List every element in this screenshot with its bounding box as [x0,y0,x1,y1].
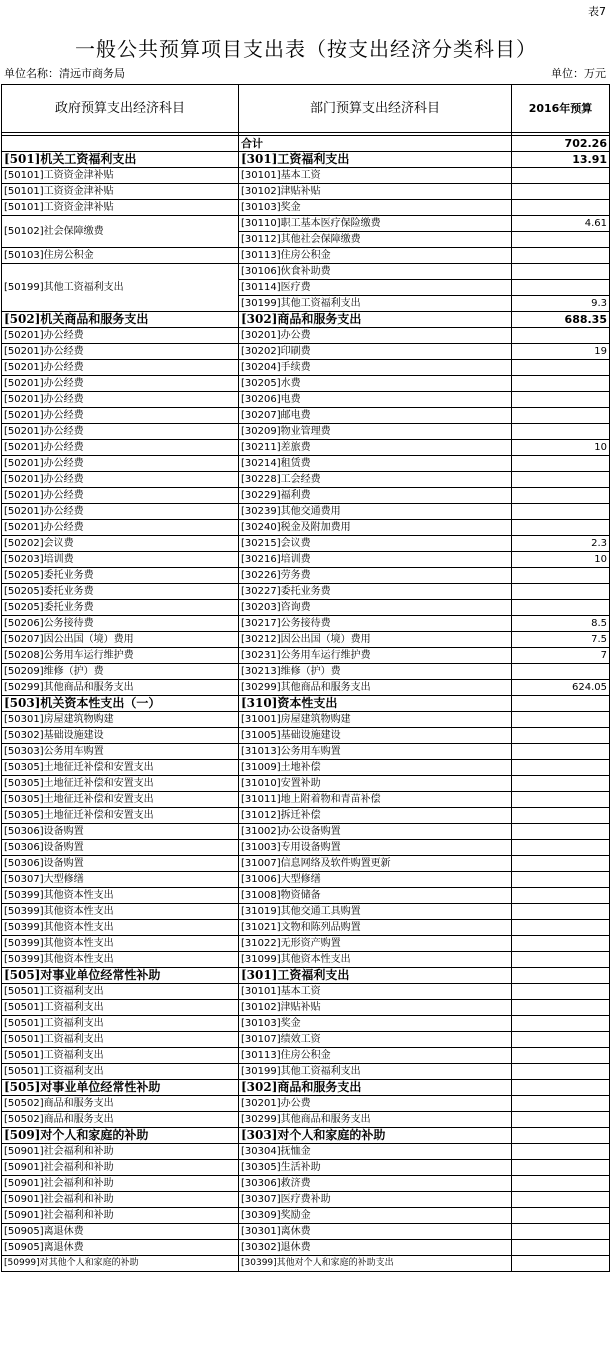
budget-value-cell [512,184,610,200]
budget-value-cell [512,1000,610,1016]
table-row [2,808,610,824]
budget-value-cell [512,488,610,504]
table-row [2,888,610,904]
dept-category-cell: [30107]绩效工资 [239,1032,512,1048]
gov-category-cell: [50208]公务用车运行维护费 [2,648,239,664]
dept-category-cell: [30299]其他商品和服务支出 [239,1112,512,1128]
dept-category-cell: [30307]医疗费补助 [239,1192,512,1208]
budget-value-cell [512,456,610,472]
dept-category-cell: [30204]手续费 [239,360,512,376]
category-row [2,1080,610,1096]
dept-category-cell: [30214]租赁费 [239,456,512,472]
gov-category-cell: [50201]办公经费 [2,456,239,472]
gov-category-cell: [50205]委托业务费 [2,568,239,584]
dept-category-cell: [30112]其他社会保障缴费 [239,232,512,248]
table-row [2,904,610,920]
table-row [2,1208,610,1224]
gov-category-cell: [50399]其他资本性支出 [2,936,239,952]
budget-value-cell [512,424,610,440]
dept-category-cell: [30301]离休费 [239,1224,512,1240]
budget-value-cell [512,1208,610,1224]
dept-category-cell: [31019]其他交通工具购置 [239,904,512,920]
table-row [2,1016,610,1032]
budget-value-cell: 10 [512,552,610,568]
gov-category-cell: [505]对事业单位经常性补助 [2,1080,239,1096]
budget-value-cell: 13.91 [512,152,610,168]
table-row [2,984,610,1000]
dept-category-cell: [30226]劳务费 [239,568,512,584]
table-row [2,408,610,424]
category-row [2,152,610,168]
gov-category-cell: [50901]社会福利和补助 [2,1208,239,1224]
dept-category-cell: [30239]其他交通费用 [239,504,512,520]
budget-table [1,84,610,1272]
dept-category-cell: [31099]其他资本性支出 [239,952,512,968]
gov-category-cell: [50209]维修（护）费 [2,664,239,680]
table-row [2,360,610,376]
table-row [2,1096,610,1112]
dept-category-cell: [30205]水费 [239,376,512,392]
unit-label: 单位：万元 [551,67,606,80]
budget-value-cell [512,792,610,808]
category-row [2,696,610,712]
gov-category-cell: [50299]其他商品和服务支出 [2,680,239,696]
budget-value-cell [512,920,610,936]
table-row [2,728,610,744]
dept-category-cell: [30207]邮电费 [239,408,512,424]
gov-category-cell: [50201]办公经费 [2,328,239,344]
gov-category-cell: [50399]其他资本性支出 [2,952,239,968]
budget-value-cell: 624.05 [512,680,610,696]
gov-category-cell: [50305]土地征迁补偿和安置支出 [2,808,239,824]
dept-category-cell: [30212]因公出国（境）费用 [239,632,512,648]
gov-category-cell: [50201]办公经费 [2,440,239,456]
budget-value-cell [512,904,610,920]
budget-value-cell [512,1192,610,1208]
dept-category-cell: [301]工资福利支出 [239,968,512,984]
table-row [2,376,610,392]
dept-category-cell: [30206]电费 [239,392,512,408]
total-label: 合计 [239,136,512,152]
table-row [2,200,610,216]
gov-category-cell: [50399]其他资本性支出 [2,920,239,936]
table-header-row [2,85,610,133]
budget-value-cell: 7.5 [512,632,610,648]
table-row [2,760,610,776]
dept-category-cell: [30211]差旅费 [239,440,512,456]
dept-category-cell: [30113]住房公积金 [239,248,512,264]
total-blank-cell [2,136,239,152]
dept-category-cell: [31005]基础设施建设 [239,728,512,744]
gov-category-cell: [50102]社会保障缴费 [2,216,239,248]
table-number-label: 表7 [588,5,606,18]
dept-category-cell: [30106]伙食补助费 [239,264,512,280]
gov-category-cell: [50301]房屋建筑物购建 [2,712,239,728]
dept-category-cell: [31022]无形资产购置 [239,936,512,952]
dept-category-cell: [30101]基本工资 [239,168,512,184]
budget-value-cell [512,1240,610,1256]
budget-value-cell [512,280,610,296]
gov-category-cell: [50303]公务用车购置 [2,744,239,760]
table-row [2,424,610,440]
gov-category-cell: [50206]公务接待费 [2,616,239,632]
budget-value-cell: 688.35 [512,312,610,328]
dept-category-cell: [30304]抚恤金 [239,1144,512,1160]
table-row [2,712,610,728]
budget-value-cell [512,856,610,872]
table-row [2,344,610,360]
dept-category-cell: [30202]印刷费 [239,344,512,360]
table-row [2,216,610,232]
budget-table-body [2,85,610,1272]
table-row [2,680,610,696]
budget-value-cell [512,1128,610,1144]
gov-category-cell: [50502]商品和服务支出 [2,1112,239,1128]
budget-value-cell [512,1112,610,1128]
dept-category-cell: [30240]税金及附加费用 [239,520,512,536]
table-row [2,824,610,840]
budget-value-cell [512,328,610,344]
budget-value-cell [512,712,610,728]
budget-value-cell [512,1176,610,1192]
table-row [2,952,610,968]
table-row [2,600,610,616]
budget-value-cell [512,664,610,680]
gov-category-cell: [50201]办公经费 [2,488,239,504]
budget-value-cell [512,808,610,824]
gov-category-cell: [50202]会议费 [2,536,239,552]
table-row [2,1256,610,1272]
gov-category-cell: [50199]其他工资福利支出 [2,264,239,312]
budget-value-cell: 8.5 [512,616,610,632]
gov-category-cell: [50201]办公经费 [2,344,239,360]
budget-value-cell [512,840,610,856]
table-row [2,440,610,456]
dept-category-cell: [30101]基本工资 [239,984,512,1000]
dept-category-cell: [30113]住房公积金 [239,1048,512,1064]
budget-value-cell [512,1256,610,1272]
gov-category-cell: [50999]对其他个人和家庭的补助 [2,1256,239,1272]
header-gov-category: 政府预算支出经济科目 [2,85,239,133]
gov-category-cell: [50101]工资资金津补贴 [2,184,239,200]
gov-category-cell: [50305]土地征迁补偿和安置支出 [2,776,239,792]
budget-value-cell [512,200,610,216]
budget-value-cell [512,1080,610,1096]
gov-category-cell: [50201]办公经费 [2,360,239,376]
budget-value-cell [512,520,610,536]
dept-category-cell: [31003]专用设备购置 [239,840,512,856]
budget-value-cell [512,1224,610,1240]
table-row [2,792,610,808]
budget-value-cell [512,888,610,904]
table-row [2,1000,610,1016]
gov-category-cell: [50201]办公经费 [2,376,239,392]
budget-value-cell: 7 [512,648,610,664]
budget-value-cell: 19 [512,344,610,360]
table-row [2,184,610,200]
table-row [2,664,610,680]
budget-value-cell [512,728,610,744]
dept-category-cell: [30103]奖金 [239,200,512,216]
dept-category-cell: [30302]退休费 [239,1240,512,1256]
budget-value-cell [512,360,610,376]
dept-category-cell: [30103]奖金 [239,1016,512,1032]
gov-category-cell: [50307]大型修缮 [2,872,239,888]
table-row [2,776,610,792]
dept-category-cell: [30227]委托业务费 [239,584,512,600]
budget-value-cell [512,472,610,488]
dept-category-cell: [31011]地上附着物和青苗补偿 [239,792,512,808]
dept-category-cell: [30306]救济费 [239,1176,512,1192]
table-row [2,648,610,664]
budget-value-cell [512,984,610,1000]
gov-category-cell: [50203]培训费 [2,552,239,568]
table-row [2,504,610,520]
table-row [2,488,610,504]
gov-category-cell: [50205]委托业务费 [2,600,239,616]
budget-value-cell [512,568,610,584]
budget-value-cell [512,952,610,968]
budget-value-cell [512,1144,610,1160]
gov-category-cell: [50201]办公经费 [2,392,239,408]
dept-category-cell: [31021]文物和陈列品购置 [239,920,512,936]
budget-value-cell [512,504,610,520]
budget-value-cell [512,1032,610,1048]
table-row [2,840,610,856]
table-row [2,584,610,600]
budget-value-cell: 2.3 [512,536,610,552]
table-row [2,264,610,280]
budget-value-cell: 4.61 [512,216,610,232]
gov-category-cell: [50501]工资福利支出 [2,1048,239,1064]
gov-category-cell: [50502]商品和服务支出 [2,1096,239,1112]
table-row [2,168,610,184]
gov-category-cell: [50905]离退休费 [2,1240,239,1256]
budget-value-cell [512,760,610,776]
gov-category-cell: [503]机关资本性支出（一） [2,696,239,712]
gov-category-cell: [50901]社会福利和补助 [2,1176,239,1192]
gov-category-cell: [50901]社会福利和补助 [2,1192,239,1208]
budget-value-cell [512,1048,610,1064]
budget-value-cell: 10 [512,440,610,456]
dept-category-cell: [30209]物业管理费 [239,424,512,440]
dept-category-cell: [30399]其他对个人和家庭的补助支出 [239,1256,512,1272]
gov-category-cell: [50201]办公经费 [2,408,239,424]
budget-value-cell [512,376,610,392]
budget-value-cell [512,696,610,712]
gov-category-cell: [509]对个人和家庭的补助 [2,1128,239,1144]
dept-category-cell: [30102]津贴补贴 [239,184,512,200]
gov-category-cell: [50205]委托业务费 [2,584,239,600]
table-row [2,616,610,632]
table-row [2,1144,610,1160]
dept-category-cell: [30229]福利费 [239,488,512,504]
dept-category-cell: [31010]安置补助 [239,776,512,792]
dept-category-cell: [30203]咨询费 [239,600,512,616]
dept-category-cell: [30201]办公费 [239,328,512,344]
budget-value-cell: 9.3 [512,296,610,312]
dept-category-cell: [30305]生活补助 [239,1160,512,1176]
gov-category-cell: [50101]工资资金津补贴 [2,168,239,184]
gov-category-cell: [501]机关工资福利支出 [2,152,239,168]
gov-category-cell: [50901]社会福利和补助 [2,1144,239,1160]
dept-category-cell: [30299]其他商品和服务支出 [239,680,512,696]
table-row [2,536,610,552]
dept-category-cell: [31002]办公设备购置 [239,824,512,840]
gov-category-cell: [50103]住房公积金 [2,248,239,264]
budget-value-cell [512,392,610,408]
dept-category-cell: [30216]培训费 [239,552,512,568]
unit-name: 单位名称：清远市商务局 [4,67,125,80]
budget-value-cell [512,168,610,184]
table-row [2,632,610,648]
gov-category-cell: [50399]其他资本性支出 [2,904,239,920]
gov-category-cell: [50399]其他资本性支出 [2,888,239,904]
table-row [2,920,610,936]
dept-category-cell: [31009]土地补偿 [239,760,512,776]
budget-value-cell [512,248,610,264]
table-row [2,872,610,888]
dept-category-cell: [31006]大型修缮 [239,872,512,888]
dept-category-cell: [30102]津贴补贴 [239,1000,512,1016]
gov-category-cell: [50901]社会福利和补助 [2,1160,239,1176]
table-row [2,1160,610,1176]
table-row [2,1240,610,1256]
gov-category-cell: [50201]办公经费 [2,504,239,520]
dept-category-cell: [302]商品和服务支出 [239,1080,512,1096]
table-row [2,1112,610,1128]
gov-category-cell: [50201]办公经费 [2,520,239,536]
dept-category-cell: [30199]其他工资福利支出 [239,1064,512,1080]
budget-value-cell [512,1064,610,1080]
header-dept-category: 部门预算支出经济科目 [239,85,512,133]
dept-category-cell: [31007]信息网络及软件购置更新 [239,856,512,872]
category-row [2,312,610,328]
table-row [2,520,610,536]
table-row [2,328,610,344]
gov-category-cell: [505]对事业单位经常性补助 [2,968,239,984]
dept-category-cell: [31001]房屋建筑物购建 [239,712,512,728]
table-row [2,248,610,264]
gov-category-cell: [50501]工资福利支出 [2,1032,239,1048]
category-row [2,1128,610,1144]
dept-category-cell: [303]对个人和家庭的补助 [239,1128,512,1144]
dept-category-cell: [31013]公务用车购置 [239,744,512,760]
dept-category-cell: [301]工资福利支出 [239,152,512,168]
budget-value-cell [512,1096,610,1112]
table-row [2,1176,610,1192]
budget-value-cell [512,1160,610,1176]
gov-category-cell: [50905]离退休费 [2,1224,239,1240]
table-row [2,456,610,472]
category-row [2,968,610,984]
gov-category-cell: [50305]土地征迁补偿和安置支出 [2,760,239,776]
dept-category-cell: [30114]医疗费 [239,280,512,296]
table-row [2,552,610,568]
dept-category-cell: [30199]其他工资福利支出 [239,296,512,312]
gov-category-cell: [50201]办公经费 [2,472,239,488]
gov-category-cell: [50501]工资福利支出 [2,1064,239,1080]
budget-value-cell [512,584,610,600]
dept-category-cell: [30231]公务用车运行维护费 [239,648,512,664]
gov-category-cell: [50101]工资资金津补贴 [2,200,239,216]
dept-category-cell: [30213]维修（护）费 [239,664,512,680]
dept-category-cell: [30309]奖励金 [239,1208,512,1224]
gov-category-cell: [50501]工资福利支出 [2,1016,239,1032]
dept-category-cell: [310]资本性支出 [239,696,512,712]
budget-value-cell [512,744,610,760]
total-row [2,136,610,152]
gov-category-cell: [50306]设备购置 [2,840,239,856]
dept-category-cell: [30215]会议费 [239,536,512,552]
gov-category-cell: [50306]设备购置 [2,824,239,840]
page-title: 一般公共预算项目支出表（按支出经济分类科目） [75,37,537,61]
dept-category-cell: [30228]工会经费 [239,472,512,488]
table-row [2,1032,610,1048]
table-row [2,1064,610,1080]
header-budget: 2016年预算 [512,85,610,133]
budget-value-cell [512,824,610,840]
table-row [2,568,610,584]
table-row [2,472,610,488]
table-row [2,1224,610,1240]
table-row [2,936,610,952]
budget-value-cell [512,408,610,424]
budget-value-cell [512,264,610,280]
gov-category-cell: [50305]土地征迁补偿和安置支出 [2,792,239,808]
dept-category-cell: [31012]拆迁补偿 [239,808,512,824]
budget-value-cell [512,600,610,616]
gov-category-cell: [50501]工资福利支出 [2,984,239,1000]
table-row [2,1192,610,1208]
total-value: 702.26 [512,136,610,152]
table-row [2,392,610,408]
gov-category-cell: [50501]工资福利支出 [2,1000,239,1016]
budget-value-cell [512,872,610,888]
budget-value-cell [512,936,610,952]
gov-category-cell: [502]机关商品和服务支出 [2,312,239,328]
budget-value-cell [512,776,610,792]
dept-category-cell: [30201]办公费 [239,1096,512,1112]
dept-category-cell: [30217]公务接待费 [239,616,512,632]
gov-category-cell: [50207]因公出国（境）费用 [2,632,239,648]
table-row [2,744,610,760]
budget-value-cell [512,968,610,984]
dept-category-cell: [30110]职工基本医疗保险缴费 [239,216,512,232]
budget-value-cell [512,1016,610,1032]
budget-value-cell [512,232,610,248]
dept-category-cell: [302]商品和服务支出 [239,312,512,328]
gov-category-cell: [50306]设备购置 [2,856,239,872]
table-row [2,856,610,872]
gov-category-cell: [50302]基础设施建设 [2,728,239,744]
gov-category-cell: [50201]办公经费 [2,424,239,440]
dept-category-cell: [31008]物资储备 [239,888,512,904]
table-row [2,1048,610,1064]
